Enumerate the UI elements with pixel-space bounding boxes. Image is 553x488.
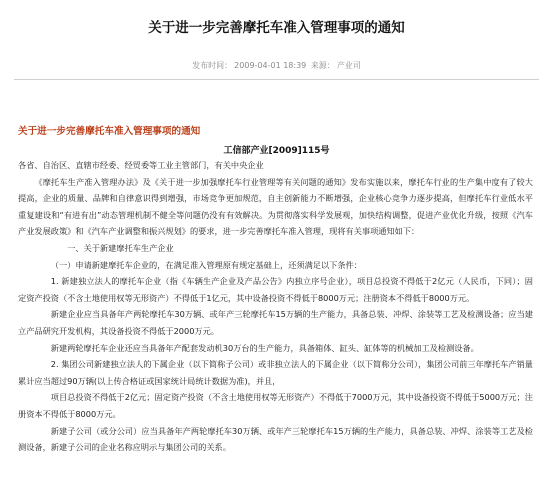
paragraph: 《摩托车生产准入管理办法》及《关于进一步加强摩托车行业管理等有关问题的通知》发布实施以来，摩托车行业的生产集中度有了较大提高，企业的质量、品牌和自律意识得到增强，市场竞争更加规范，自主创新能力不断增强，企业核心竞争力逐步提高，但摩托车行业低水平重复建设和“有进有出”动态管理机制不健全等问题仍没有有效解决。为贯彻落实科学发展观，加快结构调整，促进产业优化升级，按照《汽车产业发展政策》和《汽车产业调整和振兴规划》的要求，进一步完善摩托车准入管理，现将有关事项通知如下：: [18, 176, 533, 237]
paragraph: 新建子公司（或分公司）应当具备年产两轮摩托车30万辆、或年产三轮摩托车15万辆的生产能力，具备总装、冲焊、涂装等工艺及检测设备，新建子公司的企业名称应明示与集团公司的关系。: [18, 425, 533, 453]
source-label: 来源：: [310, 61, 335, 70]
page-headline: 关于进一步完善摩托车准入管理事项的通知: [148, 20, 405, 36]
paragraph: 新建企业应当具备年产两轮摩托车30万辆、或年产三轮摩托车15万辆的生产能力，具备总装、冲焊、涂装等工艺及检测设备；应当建立产品研究开发机构，其设备投资不得低于2000万元。: [18, 309, 533, 336]
document-number: 工信部产业[2009]115号: [223, 146, 330, 156]
article-body: [18, 157, 533, 456]
section-heading: 一、关于新建摩托车生产企业: [67, 242, 174, 253]
source-link[interactable]: 产业司: [336, 61, 361, 70]
publish-time: 2009-04-01 18:39: [234, 61, 307, 70]
article-title: 关于进一步完善摩托车准入管理事项的通知: [18, 126, 201, 137]
paragraph: 1. 新建独立法人的摩托车企业（指《车辆生产企业及产品公告》内独立序号企业），项目总投资不得低于2亿元（人民币，下同）；固定资产投资（不含土地使用权等无形资产）不得低于1亿元，其中设备投资不得低于8000万元；注册资本不得低于8000万元。: [18, 276, 533, 303]
publish-meta: [0, 60, 553, 71]
publish-time-label: 发布时间：: [192, 61, 233, 70]
paragraph: 新建两轮摩托车企业还应当具备年产配套发动机30万台的生产能力，具备箱体、缸头、缸体等的机械加工及检测设备。: [50, 342, 479, 353]
paragraph: 项目总投资不得低于2亿元；固定资产投资（不含土地使用权等无形资产）不得低于7000万元，其中设备投资不得低于5000万元；注册资本不得低于8000万元。: [18, 392, 533, 419]
paragraph: 2. 集团公司新建独立法人的下属企业（以下简称子公司）或非独立法人的下属企业（以下简称分公司），集团公司前三年摩托车产销量累计应当超过90万辆(以上传合格证或国家统计局统计数据为准)，并且，: [18, 359, 533, 386]
divider: [14, 79, 539, 80]
subsection-heading: （一）申请新建摩托车企业的，在满足准入管理原有规定基础上，还须满足以下条件：: [50, 259, 362, 270]
recipients: 各省、自治区、直辖市经委、经贸委等工业主管部门，有关中央企业: [18, 160, 264, 170]
